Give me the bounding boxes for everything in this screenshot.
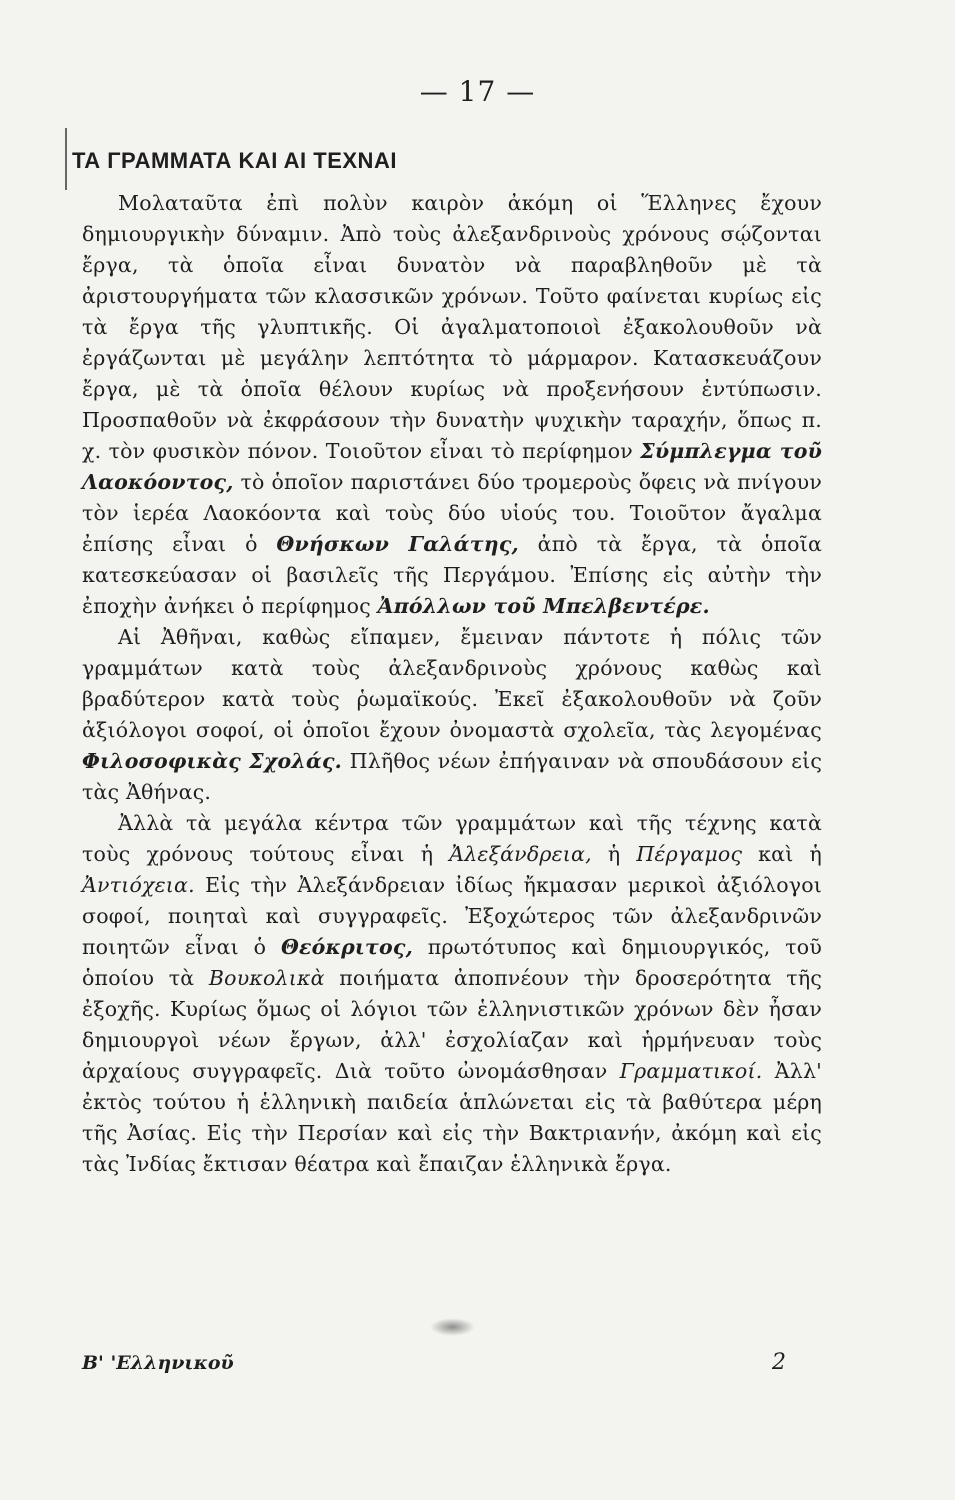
paragraph-3 [82,808,822,1180]
p2-text-2: Πλῆθος νέων ἐπήγαιναν νὰ σπουδάσουν εἰς τὰς Ἀθήνας. [82,749,822,804]
p3-text-5: πρωτότυπος καὶ δημιουργικός, τοῦ ὁποίου τὰ [82,935,822,990]
p2-text-1: Αἱ Ἀθῆναι, καθὼς εἴπαμεν, ἔμειναν πάντοτε ἡ πόλις τῶν γραμμάτων κατὰ τοὺς ἀλεξανδρινοὺς χρόνους καθὼς καὶ βραδύτερον κατὰ τοὺς ῥωμαϊκούς. Ἐκεῖ ἐξακολουθοῦν νὰ ζοῦν ἀξιόλογοι σοφοί, οἱ ὁποῖοι ἔχουν ὀνομαστὰ σχολεῖα, τὰς λεγομένας [82,625,822,742]
section-heading: ΤΑ ΓΡΑΜΜΑΤΑ ΚΑΙ ΑΙ ΤΕΧΝΑΙ [72,148,397,173]
p3-text-4: Εἰς τὴν Ἀλεξάνδρειαν ἰδίως ἤκμασαν μερικοὶ ἀξιόλογοι σοφοί, ποιηταὶ καὶ συγγραφεῖς. Ἐξοχώτερος τῶν ἀλεξανδρινῶν ποιητῶν εἶναι ὁ [82,873,822,959]
margin-pencil-mark [65,128,67,190]
p3-italic-bucolics: Βουκολικὰ [208,966,325,990]
body-text [82,188,822,1180]
p1-bold-apollo: Ἀπόλλων τοῦ Μπελβεντέρε. [377,594,710,618]
footer-signature: Β' 'Ελληνικοῦ [82,1352,234,1374]
p1-bold-laocoon: Σύμπλεγμα τοῦ Λαοκόοντος, [82,439,822,494]
p1-text-3: ἀπὸ τὰ ἔργα, τὰ ὁποῖα κατεσκεύασαν οἱ βασιλεῖς τῆς Περγάμου. Ἐπίσης εἰς αὐτὴν τὴν ἐποχὴν ἀνήκει ὁ περίφημος [82,532,822,618]
p3-italic-alexandria: Ἀλεξάνδρεια, [449,842,592,866]
p3-text-7: Ἀλλ' ἐκτὸς τούτου ἡ ἑλληνικὴ παιδεία ἁπλώνεται εἰς τὰ βαθύτερα μέρη τῆς Ἀσίας. Εἰς τὴν Περσίαν καὶ εἰς τὴν Βακτριανήν, ἀκόμη καὶ εἰς τὰς Ἰνδίας ἔκτισαν θέατρα καὶ ἔπαιζαν ἑλληνικὰ ἔργα. [82,1059,822,1176]
p2-bold-schools: Φιλοσοφικὰς Σχολάς. [82,749,342,773]
page-number: — 17 — [419,75,536,108]
p3-text-6: ποιήματα ἀποπνέουν τὴν δροσερότητα τῆς ἐξοχῆς. Κυρίως ὅμως οἱ λόγιοι τῶν ἑλληνιστικῶν χρόνων δὲν ἦσαν δημιουργοὶ νέων ἔργων, ἀλλ' ἐσχολίαζαν καὶ ἡρμήνευαν τοὺς ἀρχαίους συγγραφεῖς. Διὰ τοῦτο ὠνομάσθησαν [82,966,822,1083]
p3-text-2: ἡ [591,842,637,866]
paragraph-1 [82,188,822,622]
ink-smudge [430,1318,475,1336]
p1-bold-galatian: Θνήσκων Γαλάτης, [276,532,519,556]
footer-sheet-number: 2 [772,1350,786,1375]
p1-text-2: τὸ ὁποῖον παριστάνει δύο τρομεροὺς ὄφεις νὰ πνίγουν τὸν ἱερέα Λαοκόοντα καὶ τοὺς δύο υἱούς του. Τοιοῦτον ἄγαλμα ἐπίσης εἶναι ὁ [82,470,822,556]
p3-italic-pergamos: Πέργαμος [636,842,743,866]
p1-text-1: Μολαταῦτα ἐπὶ πολὺν καιρὸν ἀκόμη οἱ Ἕλληνες ἔχουν δημιουργικὴν δύναμιν. Ἀπὸ τοὺς ἀλεξανδρινοὺς χρόνους σῴζονται ἔργα, τὰ ὁποῖα εἶναι δυνατὸν νὰ παραβληθοῦν μὲ τὰ ἀριστουργήματα τῶν κλασσικῶν χρόνων. Τοῦτο φαίνεται κυρίως εἰς τὰ ἔργα τῆς γλυπτικῆς. Οἱ ἀγαλματοποιοὶ ἐξακολουθοῦν νὰ ἐργάζωνται μὲ μεγάλην λεπτότητα τὸ μάρμαρον. Κατασκευάζουν ἔργα, μὲ τὰ ὁποῖα θέλουν κυρίως νὰ προξενήσουν ἐντύπωσιν. Προσπαθοῦν νὰ ἐκφράσουν τὴν δυνατὴν ψυχικὴν ταραχήν, ὅπως π. χ. τὸν φυσικὸν πόνον. Τοιοῦτον εἶναι τὸ περίφημον [82,191,822,463]
paragraph-2 [82,622,822,808]
p3-italic-antioch: Ἀντιόχεια. [82,873,195,897]
p3-text-3: καὶ ἡ [742,842,822,866]
p3-bold-theocritus: Θεόκριτος, [280,935,413,959]
p3-text-1: Ἀλλὰ τὰ μεγάλα κέντρα τῶν γραμμάτων καὶ τῆς τέχνης κατὰ τοὺς χρόνους τούτους εἶναι ἡ [82,811,822,866]
p3-italic-grammarians: Γραμματικοί. [619,1059,763,1083]
